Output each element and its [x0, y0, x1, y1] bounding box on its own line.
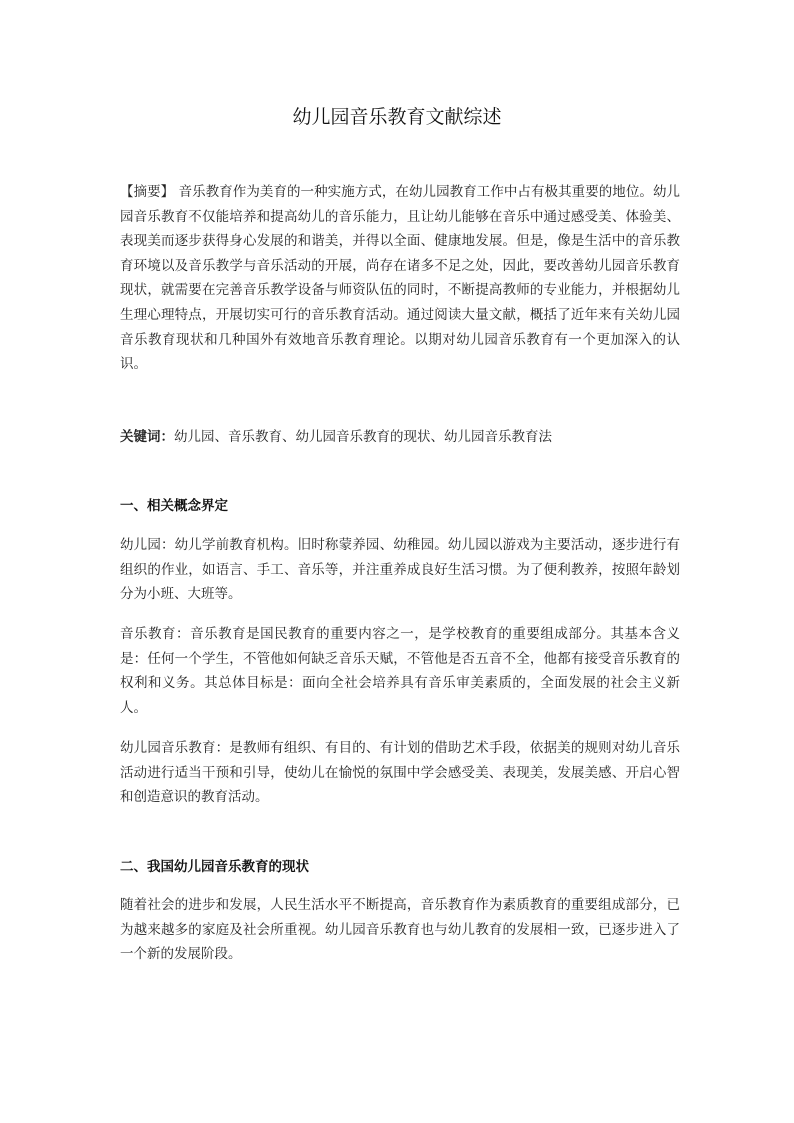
- section-2-heading: 二、我国幼儿园音乐教育的现状: [120, 859, 309, 875]
- keywords-label: 关键词：: [120, 429, 174, 445]
- definition-music-education: 音乐教育：音乐教育是国民教育的重要内容之一，是学校教育的重要组成部分。其基本含义是：任何一个学生，不管他如何缺乏音乐天赋，不管他是否五音不全，他都有接受音乐教育的权利和义务。其总体目标是：面向全社会培养具有音乐审美素质的，全面发展的社会主义新人。: [120, 626, 680, 716]
- abstract-label: 【摘要】: [120, 184, 175, 200]
- current-status-paragraph: 随着社会的进步和发展，人民生活水平不断提高，音乐教育作为素质教育的重要组成部分，已为越来越多的家庭及社会所重视。幼儿园音乐教育也与幼儿教育的发展相一致，已逐步进入了一个新的发展阶段。: [120, 897, 680, 963]
- keywords-text: 幼儿园、音乐教育、幼儿园音乐教育的现状、幼儿园音乐教育法: [174, 429, 552, 445]
- abstract-text: 音乐教育作为美育的一种实施方式，在幼儿园教育工作中占有极其重要的地位。幼儿园音乐教育不仅能培养和提高幼儿的音乐能力，且让幼儿能够在音乐中通过感受美、体验美、表现美而逐步获得身心发展的和谐美，并得以全面、健康地发展。但是，像是生活中的音乐教育环境以及音乐教学与音乐活动的开展，尚存在诸多不足之处，因此，要改善幼儿园音乐教育现状，就需要在完善音乐教学设备与师资队伍的同时，不断提高教师的专业能力，并根据幼儿生理心理特点，开展切实可行的音乐教育活动。通过阅读大量文献，概括了近年来有关幼儿园音乐教育现状和几种国外有效地音乐教育理论。以期对幼儿园音乐教育有一个更加深入的认识。: [120, 184, 681, 373]
- keywords-paragraph: [120, 425, 680, 450]
- definition-kindergarten: 幼儿园：幼儿学前教育机构。旧时称蒙养园、幼稚园。幼儿园以游戏为主要活动，逐步进行有组织的作业，如语言、手工、音乐等，并注重养成良好生活习惯。为了便利教养，按照年龄划分为小班、大班等。: [120, 537, 680, 603]
- document-title: 幼儿园音乐教育文献综述: [292, 106, 502, 128]
- abstract-paragraph: [120, 180, 680, 377]
- section-1-heading: 一、相关概念界定: [120, 498, 228, 514]
- definition-kindergarten-music-education: 幼儿园音乐教育：是教师有组织、有目的、有计划的借助艺术手段，依据美的规则对幼儿音乐活动进行适当干预和引导，使幼儿在愉悦的氛围中学会感受美、表现美，发展美感、开启心智和创造意识的教育活动。: [120, 740, 680, 806]
